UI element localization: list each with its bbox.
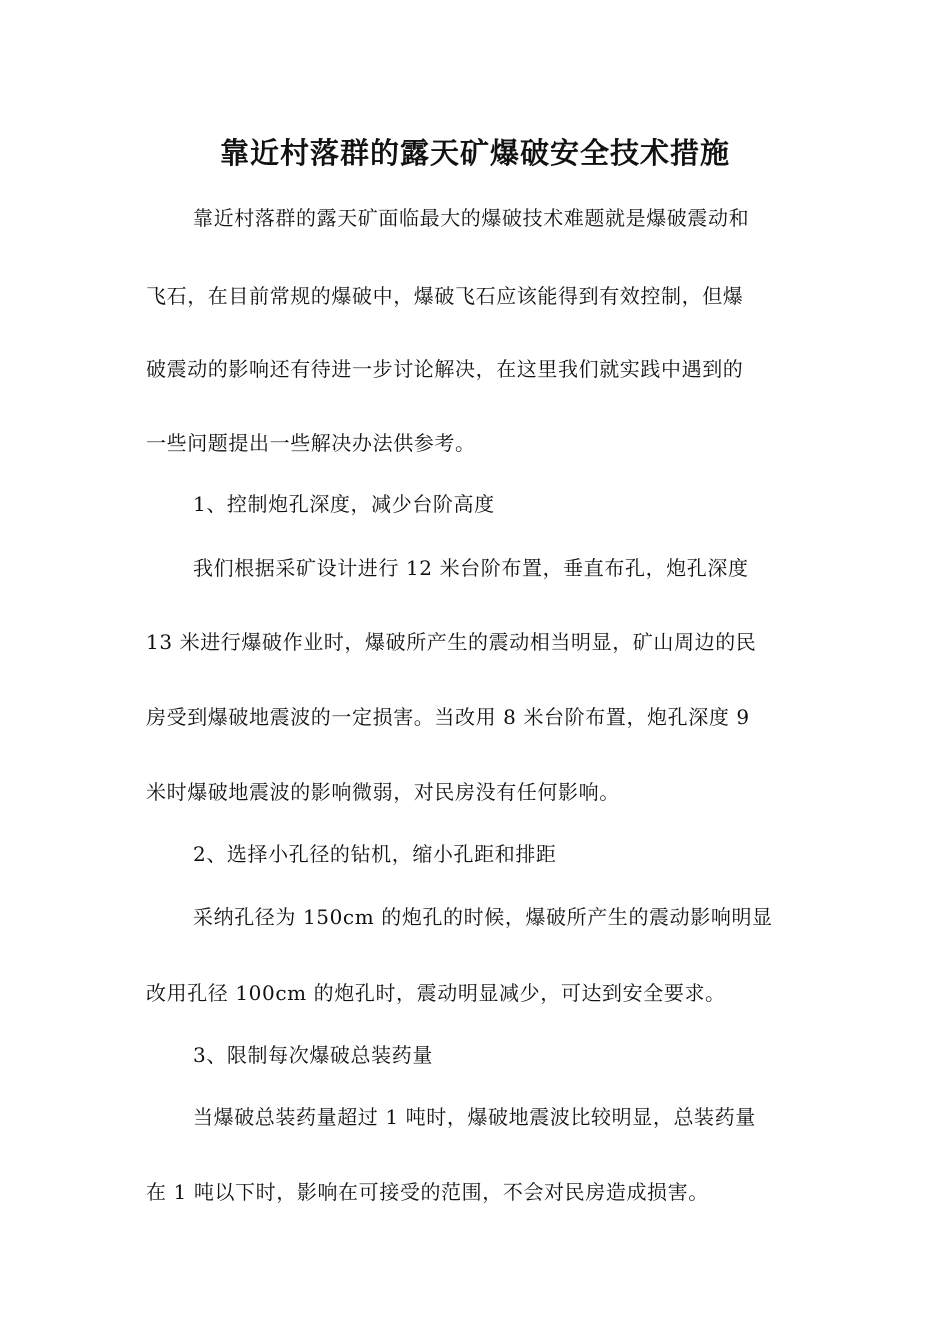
- text-line-8: 房受到爆破地震波的一定损害。当改用 8 米台阶布置，炮孔深度 9: [146, 705, 750, 729]
- section-heading-3: 3、限制每次爆破总装药量: [193, 1043, 433, 1067]
- section-heading-1: 1、控制炮孔深度，减少台阶高度: [193, 492, 495, 516]
- section-heading-2: 2、选择小孔径的钻机，缩小孔距和排距: [193, 842, 557, 866]
- document-title: 靠近村落群的露天矿爆破安全技术措施: [219, 136, 730, 170]
- text-line-14: 当爆破总装药量超过 1 吨时，爆破地震波比较明显，总装药量: [193, 1105, 756, 1129]
- text-line-12: 改用孔径 100cm 的炮孔时，震动明显减少，可达到安全要求。: [146, 981, 726, 1005]
- text-line-3: 破震动的影响还有待进一步讨论解决，在这里我们就实践中遇到的: [146, 357, 744, 381]
- text-line-7: 13 米进行爆破作业时，爆破所产生的震动相当明显，矿山周边的民: [146, 630, 757, 654]
- text-line-9: 米时爆破地震波的影响微弱，对民房没有任何影响。: [146, 780, 620, 804]
- text-line-11: 采纳孔径为 150cm 的炮孔的时候，爆破所产生的震动影响明显: [193, 905, 773, 929]
- text-line-15: 在 1 吨以下时，影响在可接受的范围，不会对民房造成损害。: [146, 1180, 709, 1204]
- text-line-6: 我们根据采矿设计进行 12 米台阶布置，垂直布孔，炮孔深度: [193, 556, 749, 580]
- text-line-2: 飞石，在目前常规的爆破中，爆破飞石应该能得到有效控制，但爆: [146, 284, 744, 308]
- text-line-1: 靠近村落群的露天矿面临最大的爆破技术难题就是爆破震动和: [193, 206, 750, 230]
- text-line-4: 一些问题提出一些解决办法供参考。: [146, 431, 476, 455]
